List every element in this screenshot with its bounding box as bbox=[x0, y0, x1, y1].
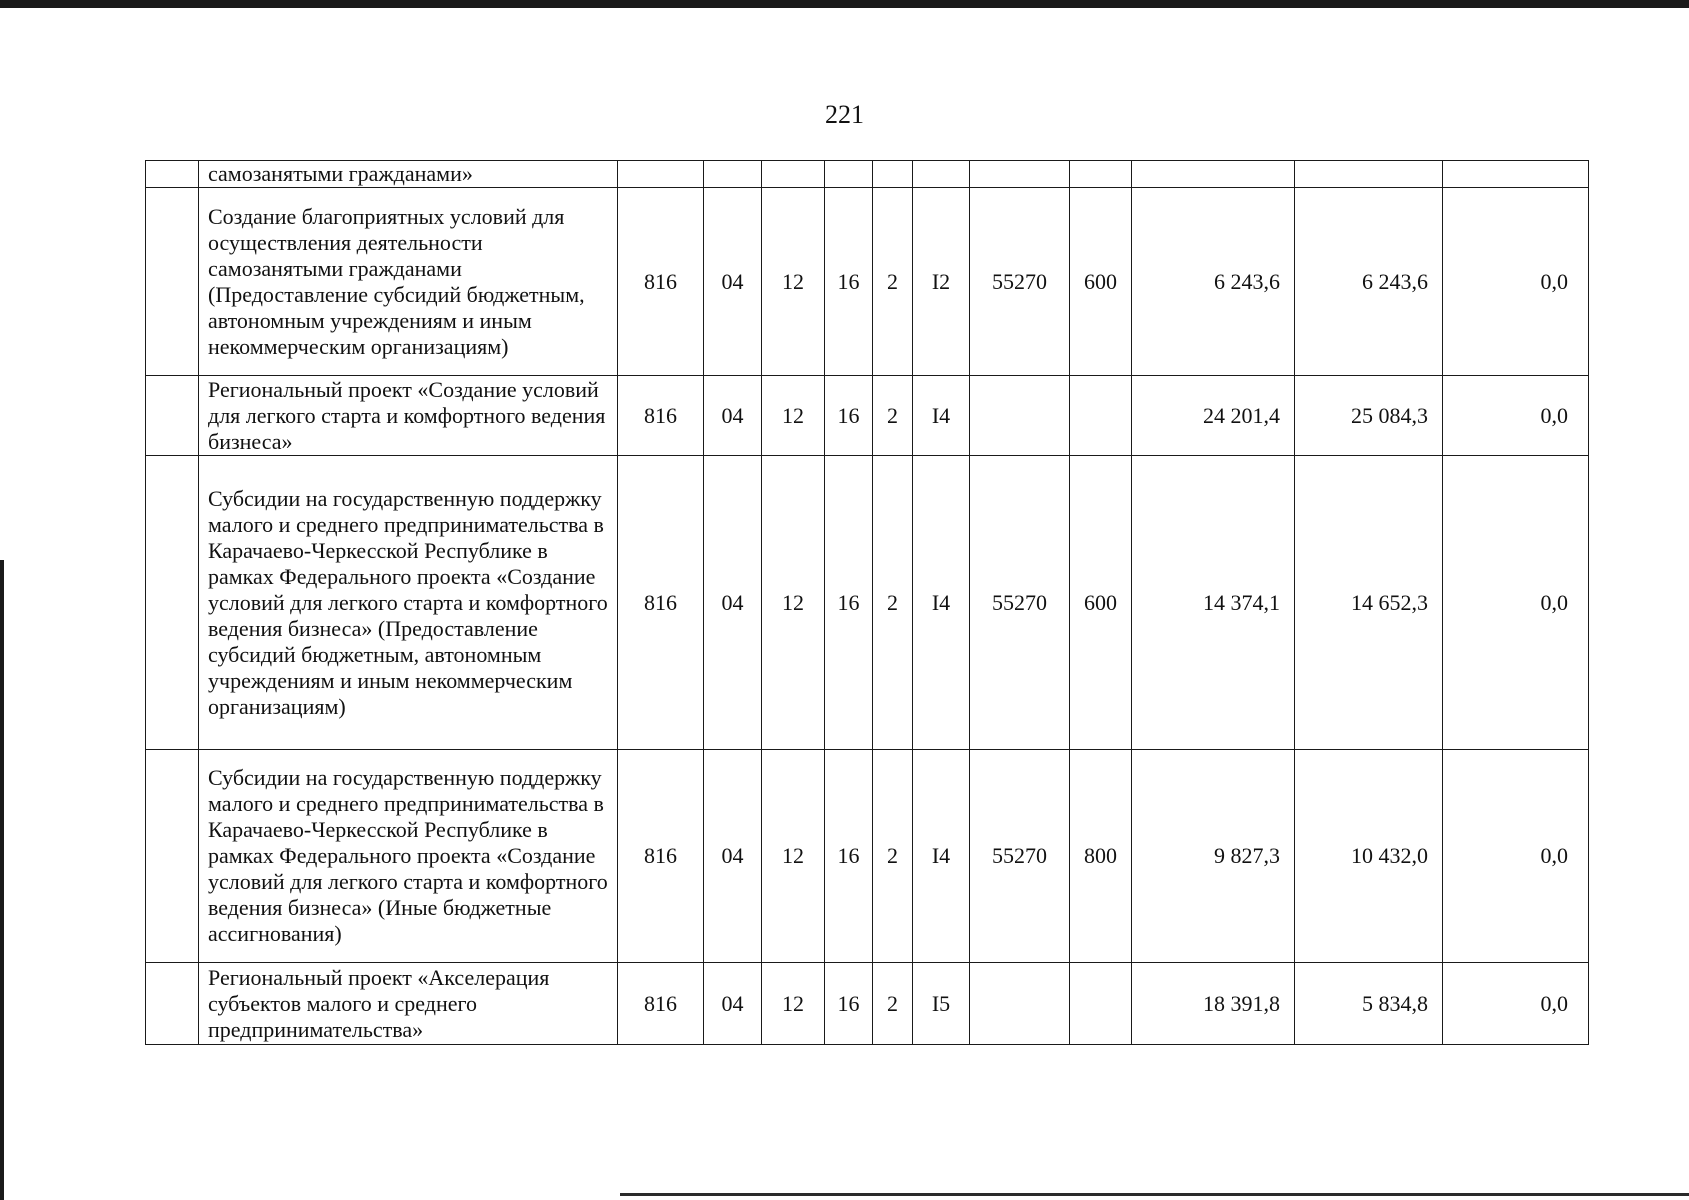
item-name-cell: Создание благоприятных условий для осуществления деятельности самозанятыми гражданами (Предоставление субсидий бюджетным, автономным учреждениям и иным некоммерческим организациям) bbox=[199, 188, 618, 376]
code-cell bbox=[970, 376, 1070, 456]
code-cell: 12 bbox=[762, 376, 825, 456]
amount-cell: 14 374,1 bbox=[1132, 456, 1295, 750]
page-number: 221 bbox=[825, 100, 864, 129]
code-cell bbox=[1070, 376, 1132, 456]
amount-cell bbox=[1132, 161, 1295, 188]
code-cell: 12 bbox=[762, 188, 825, 376]
code-cell: 816 bbox=[618, 456, 704, 750]
code-cell: 12 bbox=[762, 963, 825, 1045]
amount-cell: 6 243,6 bbox=[1295, 188, 1443, 376]
table-row bbox=[146, 161, 1589, 188]
code-cell bbox=[704, 161, 762, 188]
code-cell: I5 bbox=[913, 963, 970, 1045]
row-number-cell bbox=[146, 963, 199, 1045]
amount-cell: 10 432,0 bbox=[1295, 750, 1443, 963]
amount-cell: 0,0 bbox=[1443, 188, 1589, 376]
amount-cell bbox=[1443, 161, 1589, 188]
code-cell bbox=[618, 161, 704, 188]
code-cell: 2 bbox=[873, 750, 913, 963]
item-name-cell: Региональный проект «Создание условий для легкого старта и комфортного ведения бизнеса» bbox=[199, 376, 618, 456]
item-name-cell: Субсидии на государственную поддержку малого и среднего предпринимательства в Карачаево-Черкесской Республике в рамках Федерального проекта «Создание условий для легкого старта и комфортного ведения бизнеса» (Предоставление субсидий бюджетным, автономным учреждениям и иным некоммерческим организациям) bbox=[199, 456, 618, 750]
table-row bbox=[146, 456, 1589, 750]
amount-cell: 0,0 bbox=[1443, 456, 1589, 750]
code-cell bbox=[970, 161, 1070, 188]
code-cell: 04 bbox=[704, 963, 762, 1045]
code-cell: I4 bbox=[913, 376, 970, 456]
code-cell: 16 bbox=[825, 963, 873, 1045]
code-cell bbox=[1070, 963, 1132, 1045]
code-cell: 816 bbox=[618, 376, 704, 456]
amount-cell: 0,0 bbox=[1443, 750, 1589, 963]
amount-cell: 6 243,6 bbox=[1132, 188, 1295, 376]
budget-table bbox=[145, 160, 1589, 1045]
code-cell: 600 bbox=[1070, 188, 1132, 376]
code-cell: 04 bbox=[704, 188, 762, 376]
row-number-cell bbox=[146, 188, 199, 376]
code-cell: 816 bbox=[618, 963, 704, 1045]
table-row bbox=[146, 376, 1589, 456]
code-cell: 04 bbox=[704, 456, 762, 750]
code-cell: 816 bbox=[618, 750, 704, 963]
code-cell: 12 bbox=[762, 456, 825, 750]
code-cell: 800 bbox=[1070, 750, 1132, 963]
amount-cell: 9 827,3 bbox=[1132, 750, 1295, 963]
code-cell: 04 bbox=[704, 376, 762, 456]
table-row bbox=[146, 750, 1589, 963]
amount-cell: 14 652,3 bbox=[1295, 456, 1443, 750]
code-cell: 2 bbox=[873, 376, 913, 456]
amount-cell: 24 201,4 bbox=[1132, 376, 1295, 456]
code-cell: 600 bbox=[1070, 456, 1132, 750]
code-cell: I4 bbox=[913, 750, 970, 963]
row-number-cell bbox=[146, 161, 199, 188]
code-cell: 12 bbox=[762, 750, 825, 963]
code-cell: 16 bbox=[825, 456, 873, 750]
code-cell: 2 bbox=[873, 456, 913, 750]
amount-cell: 5 834,8 bbox=[1295, 963, 1443, 1045]
code-cell bbox=[970, 963, 1070, 1045]
item-name-cell: Региональный проект «Акселерация субъектов малого и среднего предпринимательства» bbox=[199, 963, 618, 1045]
table-row bbox=[146, 188, 1589, 376]
code-cell: 16 bbox=[825, 750, 873, 963]
code-cell bbox=[913, 161, 970, 188]
scan-edge-left bbox=[0, 560, 4, 1200]
row-number-cell bbox=[146, 750, 199, 963]
code-cell: 2 bbox=[873, 963, 913, 1045]
scan-edge-bottom bbox=[620, 1193, 1689, 1196]
code-cell bbox=[1070, 161, 1132, 188]
amount-cell bbox=[1295, 161, 1443, 188]
item-name-cell: самозанятыми гражданами» bbox=[199, 161, 618, 188]
item-name-cell: Субсидии на государственную поддержку малого и среднего предпринимательства в Карачаево-Черкесской Республике в рамках Федерального проекта «Создание условий для легкого старта и комфортного ведения бизнеса» (Иные бюджетные ассигнования) bbox=[199, 750, 618, 963]
code-cell: 16 bbox=[825, 188, 873, 376]
amount-cell: 0,0 bbox=[1443, 963, 1589, 1045]
table-row bbox=[146, 963, 1589, 1045]
row-number-cell bbox=[146, 376, 199, 456]
code-cell: 55270 bbox=[970, 456, 1070, 750]
code-cell: 816 bbox=[618, 188, 704, 376]
code-cell: I4 bbox=[913, 456, 970, 750]
amount-cell: 18 391,8 bbox=[1132, 963, 1295, 1045]
amount-cell: 0,0 bbox=[1443, 376, 1589, 456]
row-number-cell bbox=[146, 456, 199, 750]
code-cell: I2 bbox=[913, 188, 970, 376]
code-cell bbox=[825, 161, 873, 188]
scan-edge-top bbox=[0, 0, 1689, 8]
code-cell bbox=[873, 161, 913, 188]
code-cell: 2 bbox=[873, 188, 913, 376]
code-cell: 16 bbox=[825, 376, 873, 456]
code-cell: 55270 bbox=[970, 188, 1070, 376]
code-cell: 04 bbox=[704, 750, 762, 963]
code-cell: 55270 bbox=[970, 750, 1070, 963]
code-cell bbox=[762, 161, 825, 188]
amount-cell: 25 084,3 bbox=[1295, 376, 1443, 456]
